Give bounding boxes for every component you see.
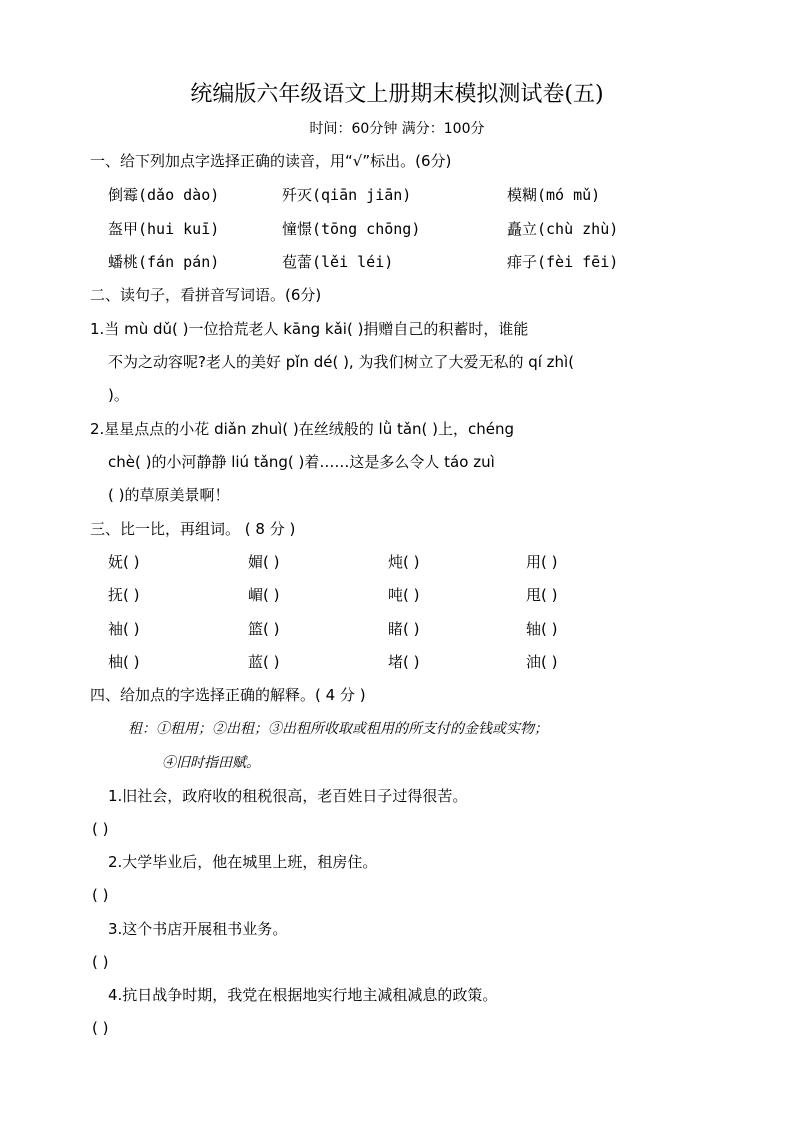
word-item: 炖( ) <box>388 553 420 571</box>
word-item: 用( ) <box>526 553 558 571</box>
word-item: 吨( ) <box>388 586 420 604</box>
sentence-line: chè( )的小河静静 liú tǎng( )着……这是多么令人 táo zuì <box>108 453 495 471</box>
section-3-heading: 三、比一比，再组词。 ( 8 分 ) <box>90 520 296 538</box>
pinyin-item: 模糊(mó mǔ) <box>507 186 601 204</box>
sentence-line: ( )的草原美景啊！ <box>108 486 230 504</box>
pinyin-item: 痱子(fèi fēi) <box>507 253 619 271</box>
sentence-line: 2.星星点点的小花 diǎn zhuì( )在丝绒般的 lǜ tǎn( )上，chéng <box>90 420 515 438</box>
word-item: 抚( ) <box>108 586 140 604</box>
word-item: 轴( ) <box>526 620 558 638</box>
word-item: 油( ) <box>526 653 558 671</box>
definition-line: 租：①租用；②出租；③出租所收取或租用的所支付的金钱或实物； <box>128 721 548 737</box>
pinyin-item: 歼灭(qiān jiān) <box>282 186 412 204</box>
word-item: 妩( ) <box>108 553 140 571</box>
answer-blank: ( ) <box>92 1019 109 1037</box>
answer-blank: ( ) <box>92 820 109 838</box>
definition-line: ④旧时指田赋。 <box>162 755 260 771</box>
word-item: 堵( ) <box>388 653 420 671</box>
question: 1.旧社会，政府收的租税很高，老百姓日子过得很苦。 <box>108 787 468 805</box>
word-item: 睹( ) <box>388 620 420 638</box>
pinyin-item: 苞蕾(lěi léi) <box>282 253 394 271</box>
word-item: 嵋( ) <box>248 586 280 604</box>
word-item: 袖( ) <box>108 620 140 638</box>
answer-blank: ( ) <box>92 886 109 904</box>
word-item: 蓝( ) <box>248 653 280 671</box>
word-item: 甩( ) <box>526 586 558 604</box>
answer-blank: ( ) <box>92 953 109 971</box>
section-1-heading: 一、给下列加点字选择正确的读音，用“√”标出。(6分) <box>90 152 452 170</box>
sentence-line: 不为之动容呢?老人的美好 pǐn dé( ), 为我们树立了大爱无私的 qí zhì( <box>108 353 575 371</box>
pinyin-item: 倒霉(dǎo dào) <box>108 186 220 204</box>
pinyin-item: 憧憬(tōng chōng) <box>282 220 421 238</box>
question: 2.大学毕业后，他在城里上班，租房住。 <box>108 853 378 871</box>
pinyin-item: 矗立(chù zhù) <box>507 220 619 238</box>
word-item: 篮( ) <box>248 620 280 638</box>
word-item: 柚( ) <box>108 653 140 671</box>
sentence-line: 1.当 mù dǔ( )一位拾荒老人 kāng kǎi( )捐赠自己的积蓄时，谁能 <box>90 320 529 338</box>
section-4-heading: 四、给加点的字选择正确的解释。( 4 分 ) <box>90 686 366 704</box>
section-2-heading: 二、读句子，看拼音写词语。(6分) <box>90 286 322 304</box>
word-item: 媚( ) <box>248 553 280 571</box>
question: 4.抗日战争时期，我党在根据地实行地主减租减息的政策。 <box>108 986 498 1004</box>
exam-info: 时间：60分钟 满分：100分 <box>309 121 485 137</box>
question: 3.这个书店开展租书业务。 <box>108 920 288 938</box>
page-title: 统编版六年级语文上册期末模拟测试卷(五) <box>190 82 604 107</box>
sentence-line: )。 <box>108 386 129 404</box>
pinyin-item: 盔甲(hui kuī) <box>108 220 220 238</box>
pinyin-item: 蟠桃(fán pán) <box>108 253 220 271</box>
